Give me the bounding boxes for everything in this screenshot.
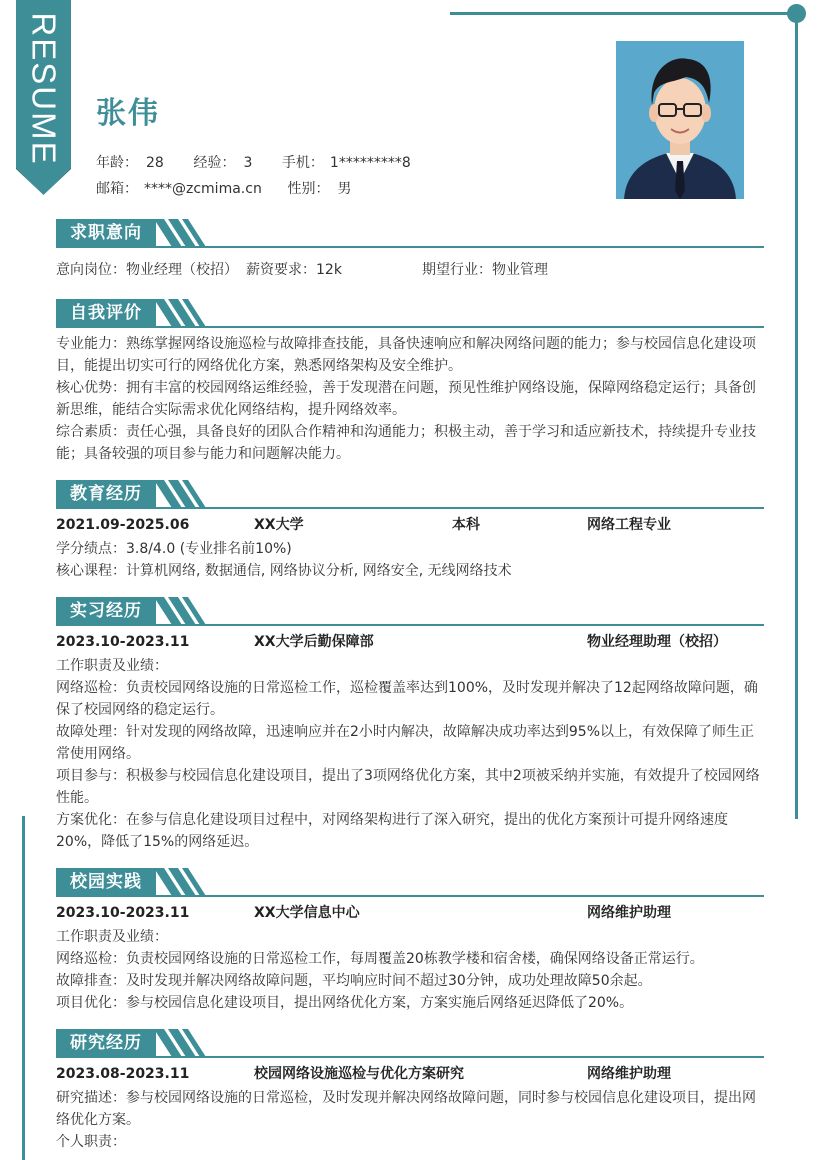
left-decor-line: [22, 816, 25, 1160]
info-row-basic: [96, 152, 411, 172]
gender-field: 性别： 男: [287, 181, 352, 197]
campus-row: [56, 902, 764, 924]
section-header-intent: [56, 219, 764, 249]
email-field: 邮箱： ****@zcmima.cn: [96, 181, 262, 197]
campus-period: 2023.10-2023.11: [56, 905, 190, 921]
section-title: 自我评价: [70, 303, 142, 323]
resume-ribbon-text: RESUME: [25, 12, 63, 166]
research-period: 2023.08-2023.11: [56, 1066, 190, 1082]
top-decor-line: [450, 12, 796, 15]
self-eval-paragraph: 综合素质：责任心强，具备良好的团队合作精神和沟通能力；积极主动，善于学习和适应新技术，持续提升专业技能；具备较强的项目参与能力和问题解决能力。: [56, 424, 756, 462]
research-project: 校园网络设施巡检与优化方案研究: [254, 1066, 464, 1082]
section-title: 求职意向: [70, 223, 142, 243]
internship-role: 物业经理助理（校招）: [587, 634, 727, 650]
campus-line: 网络巡检：负责校园网络设施的日常巡检工作，每周覆盖20栋教学楼和宿舍楼，确保网络设备正常运行。: [56, 951, 704, 967]
section-header-self-eval: [56, 299, 764, 329]
research-row: [56, 1063, 764, 1085]
resume-ribbon: [16, 0, 71, 195]
section-title: 教育经历: [70, 484, 142, 504]
internship-line: 工作职责及业绩：: [56, 658, 168, 674]
education-major: 网络工程专业: [587, 517, 671, 533]
education-degree: 本科: [452, 517, 480, 533]
intent-position: 意向岗位：物业经理（校招）: [56, 262, 238, 278]
self-eval-paragraph: 核心优势：拥有丰富的校园网络运维经验，善于发现潜在问题，预见性维护网络设施，保障网络稳定运行；具备创新思维，能结合实际需求优化网络结构，提升网络效率。: [56, 380, 756, 418]
internship-line: 方案优化：在参与信息化建设项目过程中，对网络架构进行了深入研究，提出的优化方案预计可提升网络速度20%，降低了15%的网络延迟。: [56, 812, 728, 850]
research-line: 研究描述：参与校园网络设施的日常巡检，及时发现并解决网络故障问题，同时参与校园信息化建设项目，提出网络优化方案。: [56, 1090, 756, 1128]
section-title: 研究经历: [70, 1033, 142, 1053]
section-header-research: [56, 1029, 764, 1059]
right-decor-line: [795, 14, 798, 819]
internship-details: [56, 655, 766, 853]
internship-line: 项目参与：积极参与校园信息化建设项目，提出了3项网络优化方案，其中2项被采纳并实施，有效提升了校园网络性能。: [56, 768, 760, 806]
age-field: 年龄： 28: [96, 155, 164, 171]
section-header-campus: [56, 868, 764, 898]
phone-field: 手机： 1*********8: [281, 155, 411, 171]
section-title: 校园实践: [70, 872, 142, 892]
profile-photo: [616, 41, 744, 199]
internship-period: 2023.10-2023.11: [56, 634, 190, 650]
education-school: XX大学: [254, 517, 304, 533]
education-courses: 核心课程：计算机网络, 数据通信, 网络协议分析, 网络安全, 无线网络技术: [56, 563, 512, 579]
campus-org: XX大学信息中心: [254, 905, 360, 921]
campus-details: [56, 926, 766, 1014]
education-details: [56, 538, 766, 582]
intent-industry: 期望行业：物业管理: [422, 262, 548, 278]
intent-salary: 薪资要求：12k: [246, 262, 342, 278]
research-details: [56, 1087, 766, 1153]
self-eval-paragraph: 专业能力：熟练掌握网络设施巡检与故障排查技能，具备快速响应和解决网络问题的能力；参与校园信息化建设项目，能提出切实可行的网络优化方案，熟悉网络架构及安全维护。: [56, 336, 756, 374]
candidate-name: 张伟: [96, 96, 160, 131]
internship-line: 网络巡检：负责校园网络设施的日常巡检工作，巡检覆盖率达到100%，及时发现并解决了12起网络故障问题，确保了校园网络的稳定运行。: [56, 680, 758, 718]
info-row-contact: [96, 178, 351, 198]
campus-line: 工作职责及业绩：: [56, 929, 168, 945]
research-role: 网络维护助理: [587, 1066, 671, 1082]
section-header-internship: [56, 597, 764, 627]
internship-line: 故障处理：针对发现的网络故障，迅速响应并在2小时内解决，故障解决成功率达到95%以上，有效保障了师生正常使用网络。: [56, 724, 755, 762]
campus-line: 故障排查：及时发现并解决网络故障问题，平均响应时间不超过30分钟，成功处理故障50余起。: [56, 973, 652, 989]
education-row: [56, 514, 764, 536]
section-title: 实习经历: [70, 601, 142, 621]
campus-role: 网络维护助理: [587, 905, 671, 921]
intent-row: [56, 259, 764, 281]
section-header-education: [56, 480, 764, 510]
experience-field: 经验： 3: [193, 155, 253, 171]
education-period: 2021.09-2025.06: [56, 517, 190, 533]
internship-org: XX大学后勤保障部: [254, 634, 374, 650]
education-gpa: 学分绩点：3.8/4.0 (专业排名前10%): [56, 541, 292, 557]
self-eval-text: [56, 333, 766, 465]
campus-line: 项目优化：参与校园信息化建设项目，提出网络优化方案，方案实施后网络延迟降低了20%。: [56, 995, 634, 1011]
internship-row: [56, 631, 764, 653]
research-line: 个人职责：: [56, 1134, 126, 1150]
